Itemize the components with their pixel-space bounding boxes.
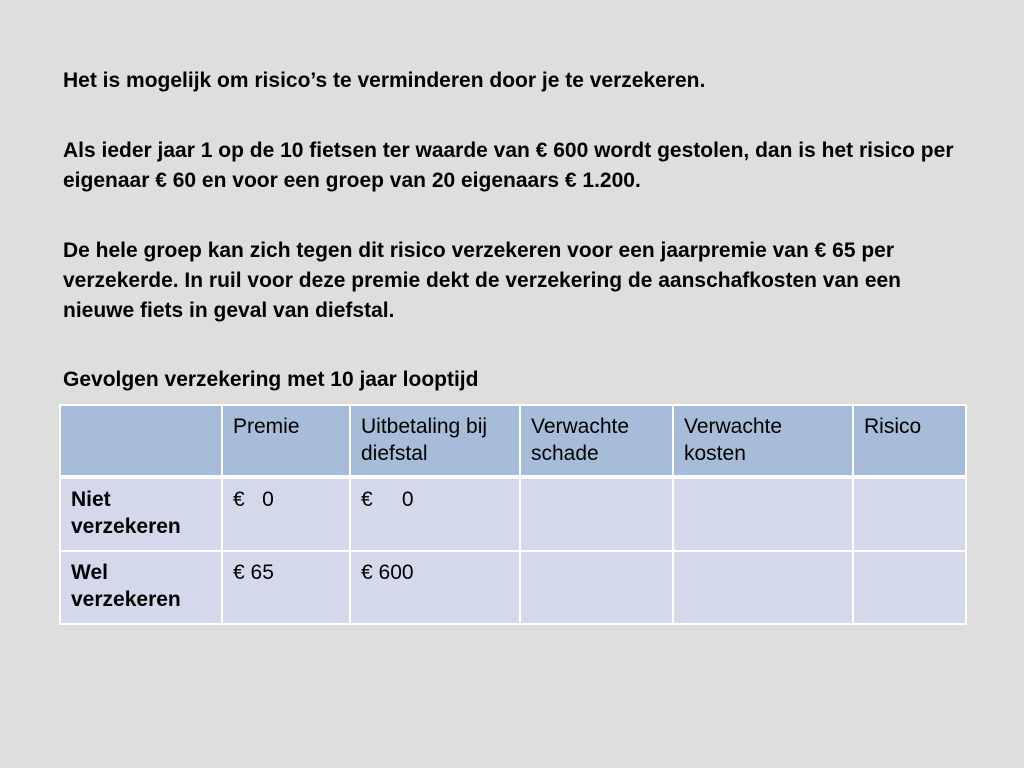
cell-uitbetaling: € 0 bbox=[350, 477, 520, 551]
cell-verwachte-kosten bbox=[673, 551, 853, 624]
insurance-table bbox=[59, 404, 967, 625]
cell-premie: € 0 bbox=[222, 477, 350, 551]
row-label: Wel verzekeren bbox=[60, 551, 222, 624]
header-premie: Premie bbox=[222, 405, 350, 477]
cell-verwachte-kosten bbox=[673, 477, 853, 551]
header-empty bbox=[60, 405, 222, 477]
header-verwachte-kosten: Verwachte kosten bbox=[673, 405, 853, 477]
row-label: Niet verzekeren bbox=[60, 477, 222, 551]
cell-premie: € 65 bbox=[222, 551, 350, 624]
header-risico: Risico bbox=[853, 405, 966, 477]
cell-uitbetaling: € 600 bbox=[350, 551, 520, 624]
table-header-row bbox=[60, 405, 966, 477]
header-uitbetaling: Uitbetaling bij diefstal bbox=[350, 405, 520, 477]
table-row-wel-verzekeren bbox=[60, 551, 966, 624]
cell-verwachte-schade bbox=[520, 551, 673, 624]
cell-risico bbox=[853, 551, 966, 624]
cell-risico bbox=[853, 477, 966, 551]
table-caption: Gevolgen verzekering met 10 jaar looptijd bbox=[63, 368, 479, 391]
theft-risk-paragraph: Als ieder jaar 1 op de 10 fietsen ter waarde van € 600 wordt gestolen, dan is het risico per eigenaar € 60 en voor een groep van 20 eigenaars € 1.200. bbox=[63, 139, 954, 192]
premium-paragraph: De hele groep kan zich tegen dit risico verzekeren voor een jaarpremie van € 65 per verzekerde. In ruil voor deze premie dekt de verzekering de aanschafkosten van een nieuwe fiets in geval van diefstal. bbox=[63, 239, 902, 322]
intro-paragraph: Het is mogelijk om risico’s te verminderen door je te verzekeren. bbox=[63, 69, 706, 92]
cell-verwachte-schade bbox=[520, 477, 673, 551]
table-row-niet-verzekeren bbox=[60, 477, 966, 551]
header-verwachte-schade: Verwachte schade bbox=[520, 405, 673, 477]
